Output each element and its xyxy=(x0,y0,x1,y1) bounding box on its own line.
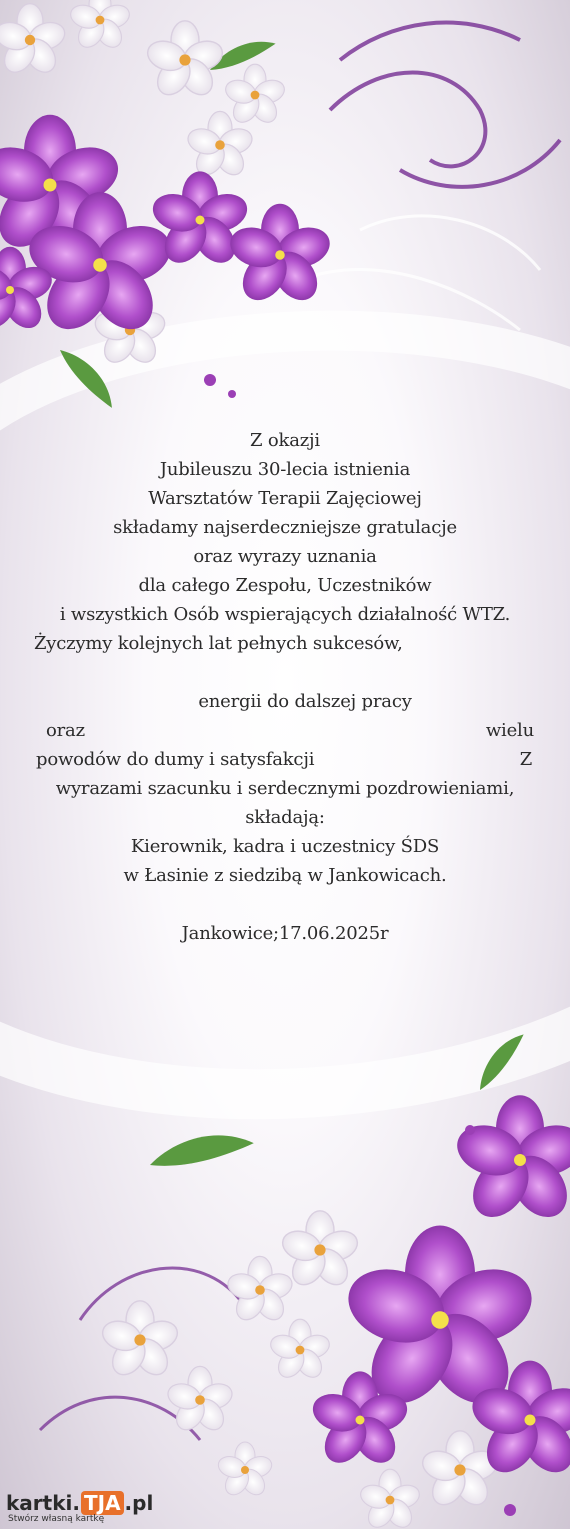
logo-text: .pl xyxy=(124,1491,154,1515)
message-word: oraz xyxy=(46,720,85,741)
message-line: i wszystkich Osób wspierających działalność WTZ. xyxy=(59,604,511,625)
message-line: Jubileuszu 30-lecia istnienia xyxy=(159,459,411,480)
message-line: Życzymy kolejnych lat pełnych sukcesów, xyxy=(34,633,403,654)
message-line: Kierownik, kadra i uczestnicy ŚDS xyxy=(130,836,440,857)
message-word: Z xyxy=(519,749,532,770)
message-word: wielu xyxy=(485,720,534,741)
message-line: oraz wyrazy uznania xyxy=(193,546,377,567)
message-line: energii do dalszej pracy xyxy=(198,691,412,712)
message-line xyxy=(0,890,570,919)
message-line: Warsztatów Terapii Zajęciowej xyxy=(148,488,422,509)
message-line: Z okazji xyxy=(250,430,320,451)
message-line xyxy=(0,745,570,774)
logo-badge: TJA xyxy=(81,1491,124,1515)
message-line: składamy najserdeczniejsze gratulacje xyxy=(113,517,457,538)
message-line xyxy=(0,658,570,687)
message-line: wyrazami szacunku i serdecznymi pozdrowieniami, xyxy=(55,778,515,799)
message-line: w Łasinie z siedzibą w Jankowicach. xyxy=(123,865,447,886)
logo-tagline: Stwórz własną kartkę xyxy=(8,1514,105,1524)
message-line: składają: xyxy=(245,807,325,828)
message-line: dla całego Zespołu, Uczestników xyxy=(138,575,432,596)
logo-wordmark xyxy=(6,1491,153,1515)
message-word: powodów do dumy i satysfakcji xyxy=(36,749,315,770)
message-line xyxy=(0,716,570,745)
signature-date: Jankowice;17.06.2025r xyxy=(181,923,389,944)
logo-text: kartki. xyxy=(6,1491,80,1515)
greeting-message xyxy=(0,426,570,948)
